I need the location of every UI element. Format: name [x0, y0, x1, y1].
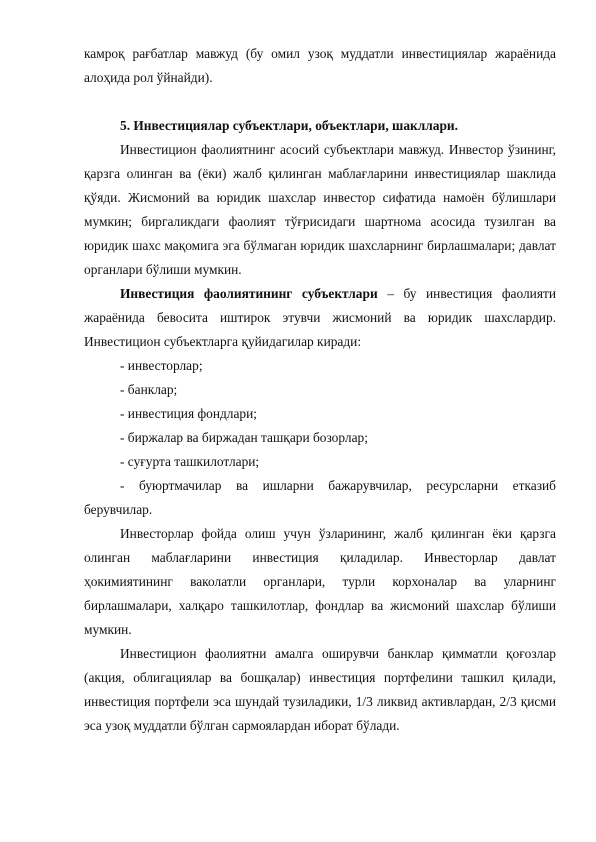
- list-item: - суғурта ташкилотлари;: [120, 454, 260, 469]
- section-title: 5. Инвестициялар субъектлари, объектлари, шакллари.: [120, 118, 458, 133]
- list-item: - банклар;: [120, 382, 178, 397]
- list-item: - биржалар ва биржадан ташқари бозорлар;: [120, 430, 368, 445]
- intro-paragraph: камроқ рағбатлар мавжуд (бу омил узоқ муддатли инвестициялар жараёнида алоҳида рол ўйнайди).: [84, 46, 556, 85]
- term-bold: Инвестиция фаолиятининг субъектлари: [120, 286, 378, 301]
- spacer: [84, 90, 556, 114]
- paragraph-subjects-definition: [84, 282, 556, 354]
- definition-text: – бу инвестиция фаолияти жараёнида бевосита иштирок этувчи жисмоний ва юридик шахслардир. Инвестицион субъектларга қуйидагилар киради:: [84, 286, 556, 349]
- list-item: - инвесторлар;: [120, 358, 203, 373]
- list-item-last: - буюртмачилар ва ишларни бажарувчилар, ресурсларни етказиб берувчилар.: [84, 478, 556, 517]
- document-page: [84, 42, 556, 738]
- paragraph-subjects-intro: Инвестицион фаолиятнинг асосий субъектлари мавжуд. Инвестор ўзининг, қарзга олинган ва (ёки) жалб қилинган маблағларини инвестициялар шаклида қўяди. Жисмоний ва юридик шахслар инвестор сифатида намоён бўлишлари мумкин; биргаликдаги фаолият тўғрисидаги шартнома асосида тузилган ва юридик шахс мақомига эга бўлмаган юридик шахсларнинг бирлашмалари; давлат органлари бўлиши мумкин.: [84, 142, 556, 277]
- paragraph-investors: Инвесторлар фойда олиш учун ўзларининг, жалб қилинган ёки қарзга олинган маблағларини инвестиция қиладилар. Инвесторлар давлат ҳокимиятининг ваколатли органлари, турли корхоналар ва уларнинг бирлашмалари, халқаро ташкилотлар, фондлар ва жисмоний шахслар бўлиши мумкин.: [84, 526, 556, 637]
- paragraph-banks: Инвестицион фаолиятни амалга оширувчи банклар қимматли қоғозлар (акция, облигациялар ва бошқалар) инвестиция портфелини ташкил қилади, инвестиция портфели эса шундай тузиладики, 1/3 ликвид активлардан, 2/3 қисми эса узоқ муддатли бўлган сармоялардан иборат бўлади.: [84, 646, 556, 733]
- list-item: - инвестиция фондлари;: [120, 406, 258, 421]
